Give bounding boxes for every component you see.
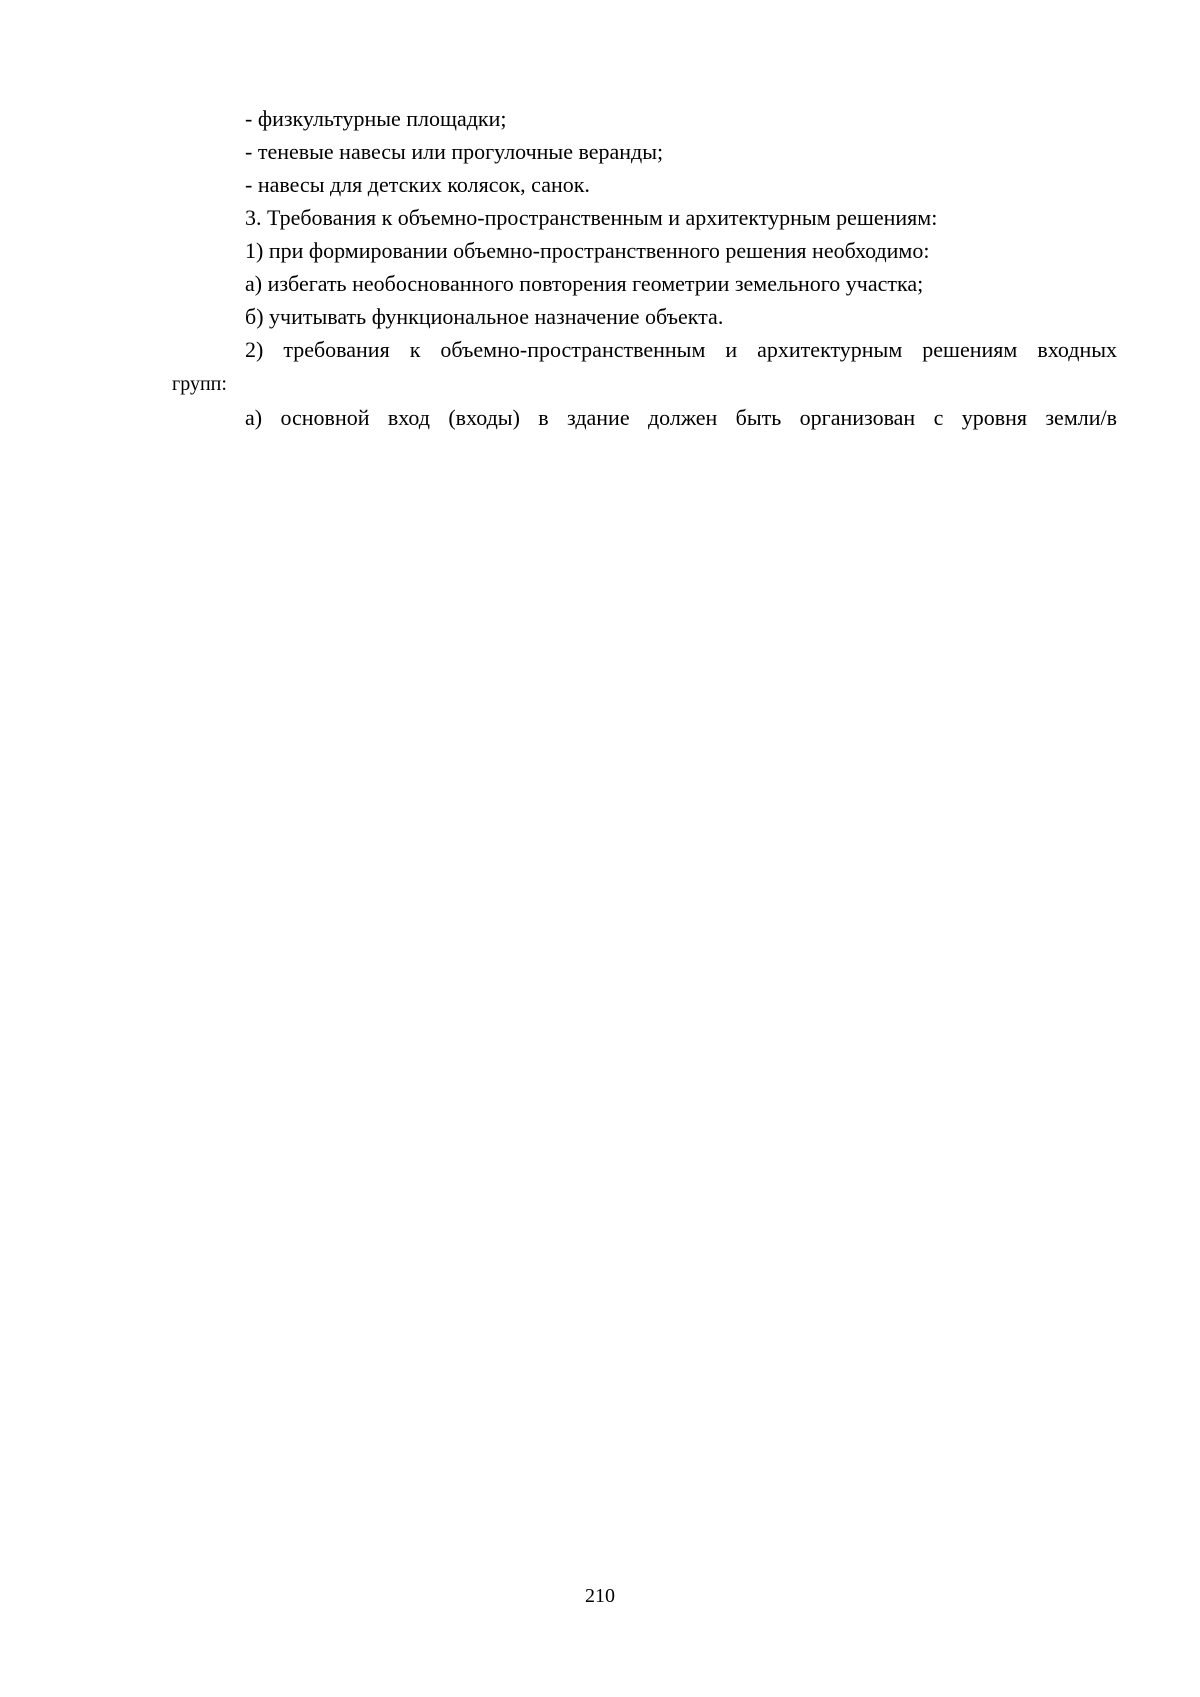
- page-number: 210: [585, 1585, 615, 1607]
- list-item: - физкультурные площадки;: [245, 106, 507, 131]
- paragraph-line: а) основной вход (входы) в здание должен быть организован с уровня земли/в: [245, 405, 1117, 430]
- list-item: - теневые навесы или прогулочные веранды;: [245, 139, 664, 164]
- paragraph-line: а) избегать необоснованного повторения геометрии земельного участка;: [245, 271, 924, 296]
- paragraph-line: б) учитывать функциональное назначение объекта.: [245, 304, 724, 329]
- paragraph-line: 1) при формировании объемно-пространственного решения необходимо:: [245, 238, 930, 263]
- paragraph-continuation: групп:: [172, 373, 227, 395]
- list-item: - навесы для детских колясок, санок.: [245, 172, 590, 197]
- section-heading: 3. Требования к объемно-пространственным и архитектурным решениям:: [245, 205, 938, 230]
- paragraph-line: 2) требования к объемно-пространственным и архитектурным решениям входных: [245, 337, 1117, 362]
